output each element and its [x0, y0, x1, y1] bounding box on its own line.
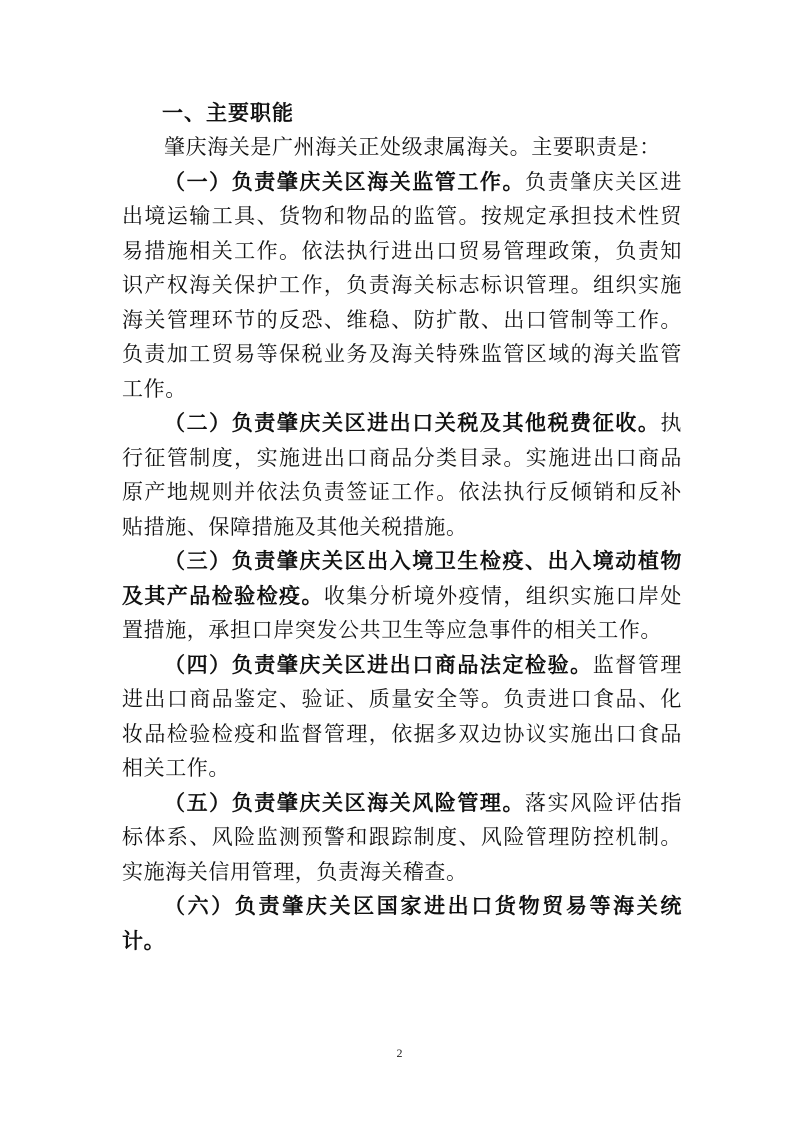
duty-text-2: 执行征管制度，实施进出口商品分类目录。实施进出口商品原产地规则并依法负责签证工作。依法执行反倾销和反补贴措施、保障措施及其他关税措施。 [122, 411, 682, 539]
duty-paragraph-6 [122, 889, 682, 958]
duty-text-1: 负责肇庆关区进出境运输工具、货物和物品的监管。按规定承担技术性贸易措施相关工作。依法执行进出口贸易管理政策，负责知识产权海关保护工作，负责海关标志标识管理。组织实施海关管理环节的反恐、维稳、防扩散、出口管制等工作。负责加工贸易等保税业务及海关特殊监管区域的海关监管工作。 [122, 169, 682, 401]
section-heading: 一、主要职能 [162, 101, 294, 125]
duty-paragraph-2 [122, 406, 682, 544]
duty-title-1: （一）负责肇庆关区海关监管工作。 [164, 169, 526, 194]
duty-title-5: （五）负责肇庆关区海关风险管理。 [164, 790, 526, 815]
page-number: 2 [396, 1046, 403, 1060]
intro-paragraph: 肇庆海关是广州海关正处级隶属海关。主要职责是： [164, 135, 661, 159]
duty-text-4: 监督管理进出口商品鉴定、验证、质量安全等。负责进口食品、化妆品检验检疫和监督管理，依据多双边协议实施出口食品相关工作。 [122, 652, 682, 780]
duty-title-6: （六）负责肇庆关区国家进出口货物贸易等海关统计。 [122, 894, 682, 953]
duty-paragraph-4 [122, 648, 682, 786]
document-body [122, 96, 682, 958]
duty-text-3: 收集分析境外疫情，组织实施口岸处置措施，承担口岸突发公共卫生等应急事件的相关工作。 [122, 583, 682, 642]
duty-text-5: 落实风险评估指标体系、风险监测预警和跟踪制度、风险管理防控机制。实施海关信用管理，负责海关稽查。 [122, 790, 682, 884]
duty-title-4: （四）负责肇庆关区进出口商品法定检验。 [164, 652, 593, 677]
duty-paragraph-3 [122, 544, 682, 648]
duty-paragraph-5 [122, 786, 682, 890]
duty-title-3: （三）负责肇庆关区出入境卫生检疫、出入境动植物及其产品检验检疫。 [122, 549, 682, 608]
duty-paragraph-1 [122, 165, 682, 407]
duty-title-2: （二）负责肇庆关区进出口关税及其他税费征收。 [164, 411, 661, 435]
